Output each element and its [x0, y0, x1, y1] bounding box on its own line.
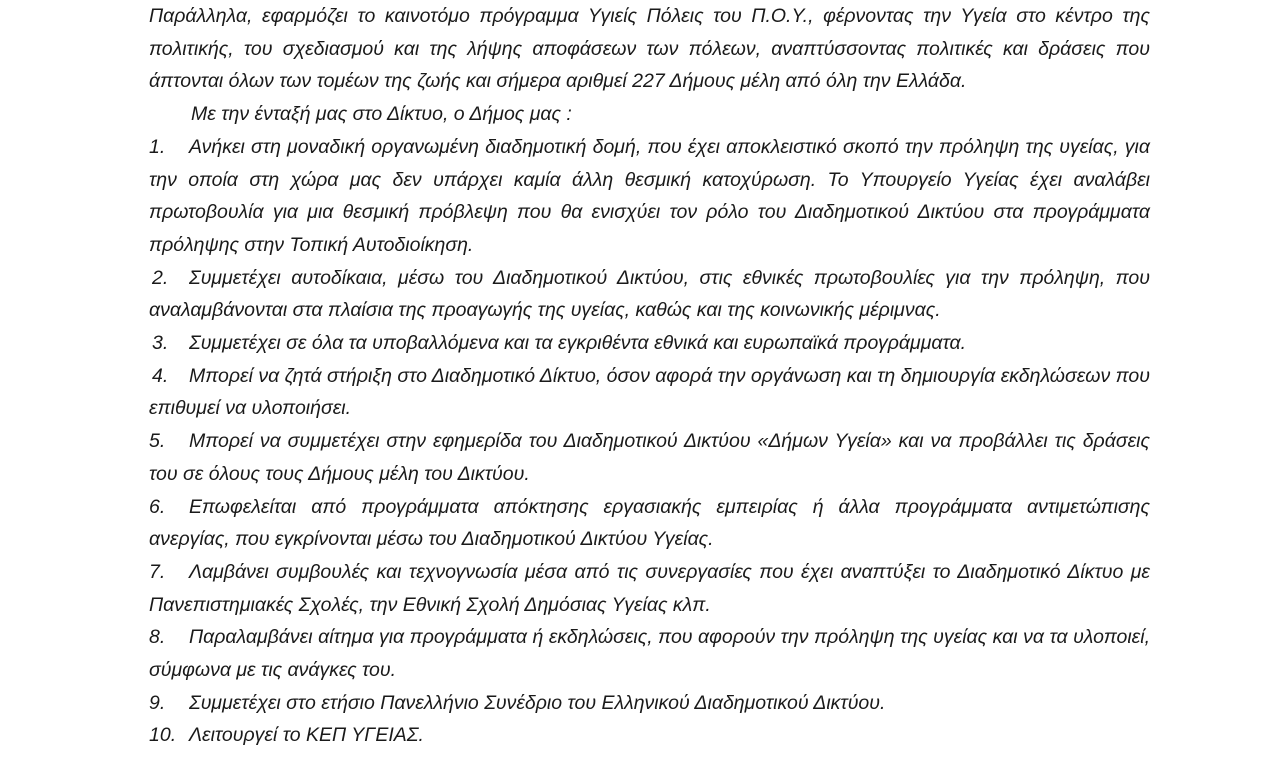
list-item-text: Συμμετέχει στο ετήσιο Πανελλήνιο Συνέδριο του Ελληνικού Διαδημοτικού Δικτύου. [189, 691, 886, 714]
list-item [149, 556, 1150, 621]
list-item [149, 621, 1150, 686]
list-item-text: Μπορεί να ζητά στήριξη στο Διαδημοτικό Δίκτυο, όσον αφορά την οργάνωση και τη δημιουργία εκδηλώσεων που επιθυμεί να υλοποιήσει. [149, 364, 1150, 420]
list-item [149, 262, 1150, 327]
list-item [149, 491, 1150, 556]
list-item-text: Λειτουργεί το ΚΕΠ ΥΓΕΙΑΣ. [189, 724, 424, 747]
list-item-number: 4. [152, 364, 169, 387]
list-item-number: 7. [149, 560, 166, 583]
list-item-number: 10. [149, 724, 177, 747]
list-item-number: 6. [149, 495, 166, 518]
list-item [149, 360, 1150, 425]
list-item-text: Μπορεί να συμμετέχει στην εφημερίδα του Διαδημοτικού Δικτύου «Δήμων Υγεία» και να προβάλλει τις δράσεις του σε όλους τους Δήμους μέλη του Δικτύου. [149, 430, 1150, 485]
lead-paragraph: Με την ένταξή μας στο Δίκτυο, ο Δήμος μας : [191, 103, 572, 126]
list-item-number: 1. [149, 135, 166, 158]
list-item-text: Λαμβάνει συμβουλές και τεχνογνωσία μέσα από τις συνεργασίες που έχει αναπτύξει το Διαδημοτικό Δίκτυο με Πανεπιστημιακές Σχολές, την Εθνική Σχολή Δημόσιας Υγείας κλπ. [149, 560, 1150, 616]
list-item [149, 425, 1150, 490]
list-item-number: 8. [149, 626, 166, 649]
list-item-text: Συμμετέχει σε όλα τα υποβαλλόμενα και τα εγκριθέντα εθνικά και ευρωπαϊκά προγράμματα. [189, 332, 967, 355]
list-item-text: Επωφελείται από προγράμματα απόκτησης εργασιακής εμπειρίας ή άλλα προγράμματα αντιμετώπισης ανεργίας, που εγκρίνονται μέσω του Διαδημοτικού Δικτύου Υγείας. [149, 495, 1150, 551]
list-item [149, 687, 1150, 720]
intro-paragraph: Παράλληλα, εφαρμόζει το καινοτόμο πρόγραμμα Υγιείς Πόλεις του Π.Ο.Υ., φέρνοντας την Υγεία στο κέντρο της πολιτικής, του σχεδιασμού και της λήψης αποφάσεων των πόλεων, αναπτύσσοντας πολιτικές και δράσεις που άπτονται όλων των τομέων της ζωής και σήμερα αριθμεί 227 Δήμους μέλη από όλη την Ελλάδα. [149, 5, 1150, 93]
list-item-number: 2. [152, 266, 169, 289]
list-item-number: 3. [152, 332, 169, 355]
list-item-number: 5. [149, 430, 166, 453]
document-body [149, 0, 1150, 752]
list-item-text: Παραλαμβάνει αίτημα για προγράμματα ή εκδηλώσεις, που αφορούν την πρόληψη της υγείας και να τα υλοποιεί, σύμφωνα με τις ανάγκες του. [149, 626, 1150, 682]
list-item-text: Συμμετέχει αυτοδίκαια, μέσω του Διαδημοτικού Δικτύου, στις εθνικές πρωτοβουλίες για την πρόληψη, που αναλαμβάνονται στα πλαίσια της προαγωγής της υγείας, καθώς και της κοινωνικής μέριμνας. [149, 266, 1150, 322]
list-item-number: 9. [149, 691, 166, 714]
list-item [149, 131, 1150, 262]
list-item [149, 327, 1150, 360]
list-item [149, 719, 1150, 752]
list-item-text: Ανήκει στη μοναδική οργανωμένη διαδημοτική δομή, που έχει αποκλειστικό σκοπό την πρόληψη της υγείας, για την οποία στη χώρα μας δεν υπάρχει καμία άλλη θεσμική κατοχύρωση. Το Υπουργείο Υγείας έχει αναλάβει πρωτοβουλία για μια θεσμική πρόβλεψη που θα ενισχύει τον ρόλο του Διαδημοτικού Δικτύου στα προγράμματα πρόληψης στην Τοπική Αυτοδιοίκηση. [149, 135, 1150, 256]
